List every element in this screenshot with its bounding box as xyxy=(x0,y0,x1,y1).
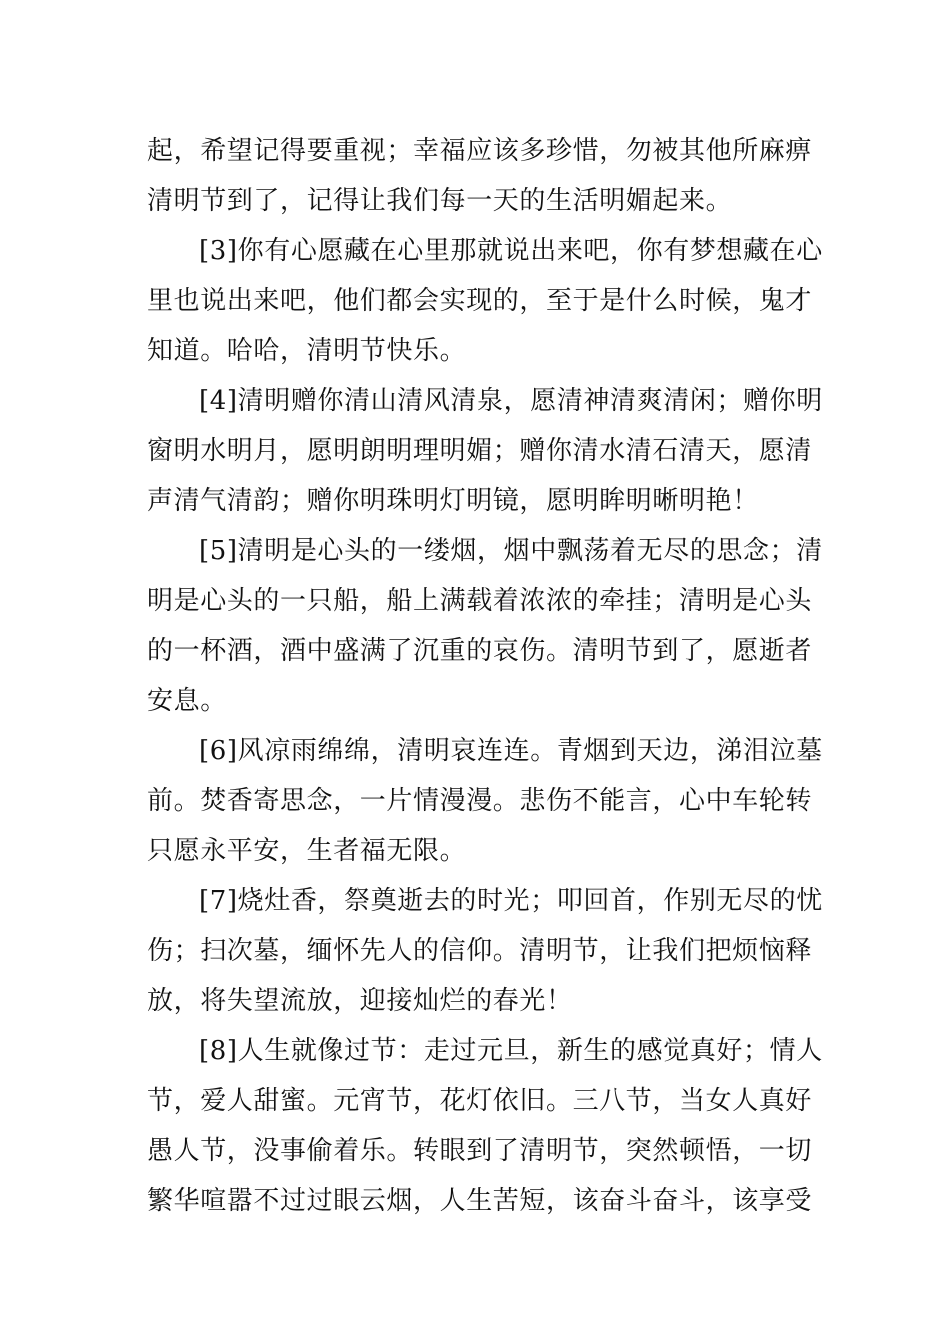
text-line: 放，将失望流放，迎接灿烂的春光！ xyxy=(147,986,573,1016)
text-line: 前。焚香寄思念，一片情漫漫。悲伤不能言，心中车轮转 xyxy=(147,786,813,816)
text-line: 起，希望记得要重视；幸福应该多珍惜，勿被其他所麻痹 xyxy=(147,136,813,166)
text-line: 安息。 xyxy=(147,686,227,716)
text-line: 繁华喧嚣不过过眼云烟，人生苦短，该奋斗奋斗，该享受 xyxy=(147,1186,813,1216)
paragraph-4-start: [4]清明赠你清山清风清泉，愿清神清爽清闲；赠你明 xyxy=(199,386,823,416)
paragraph-6-start: [6]风凉雨绵绵，清明哀连连。青烟到天边，涕泪泣墓 xyxy=(199,736,823,766)
text-line: 声清气清韵；赠你明珠明灯明镜，愿明眸明晰明艳！ xyxy=(147,486,759,516)
paragraph-7-start: [7]烧灶香，祭奠逝去的时光；叩回首，作别无尽的忧 xyxy=(199,886,823,916)
text-line: 明是心头的一只船，船上满载着浓浓的牵挂；清明是心头 xyxy=(147,586,813,616)
text-line: 清明节到了，记得让我们每一天的生活明媚起来。 xyxy=(147,186,733,216)
text-line: 愚人节，没事偷着乐。转眼到了清明节，突然顿悟，一切 xyxy=(147,1136,813,1166)
text-line: 知道。哈哈，清明节快乐。 xyxy=(147,336,467,366)
text-line: 节，爱人甜蜜。元宵节，花灯依旧。三八节，当女人真好 xyxy=(147,1086,813,1116)
paragraph-5-start: [5]清明是心头的一缕烟，烟中飘荡着无尽的思念；清 xyxy=(199,536,823,566)
paragraph-3-start: [3]你有心愿藏在心里那就说出来吧，你有梦想藏在心 xyxy=(199,236,823,266)
text-line: 伤；扫次墓，缅怀先人的信仰。清明节，让我们把烦恼释 xyxy=(147,936,813,966)
text-line: 窗明水明月，愿明朗明理明媚；赠你清水清石清天，愿清 xyxy=(147,436,813,466)
text-line: 只愿永平安，生者福无限。 xyxy=(147,836,467,866)
text-line: 里也说出来吧，他们都会实现的，至于是什么时候，鬼才 xyxy=(147,286,813,316)
paragraph-8-start: [8]人生就像过节：走过元旦，新生的感觉真好；情人 xyxy=(199,1036,823,1066)
text-line: 的一杯酒，酒中盛满了沉重的哀伤。清明节到了，愿逝者 xyxy=(147,636,813,666)
